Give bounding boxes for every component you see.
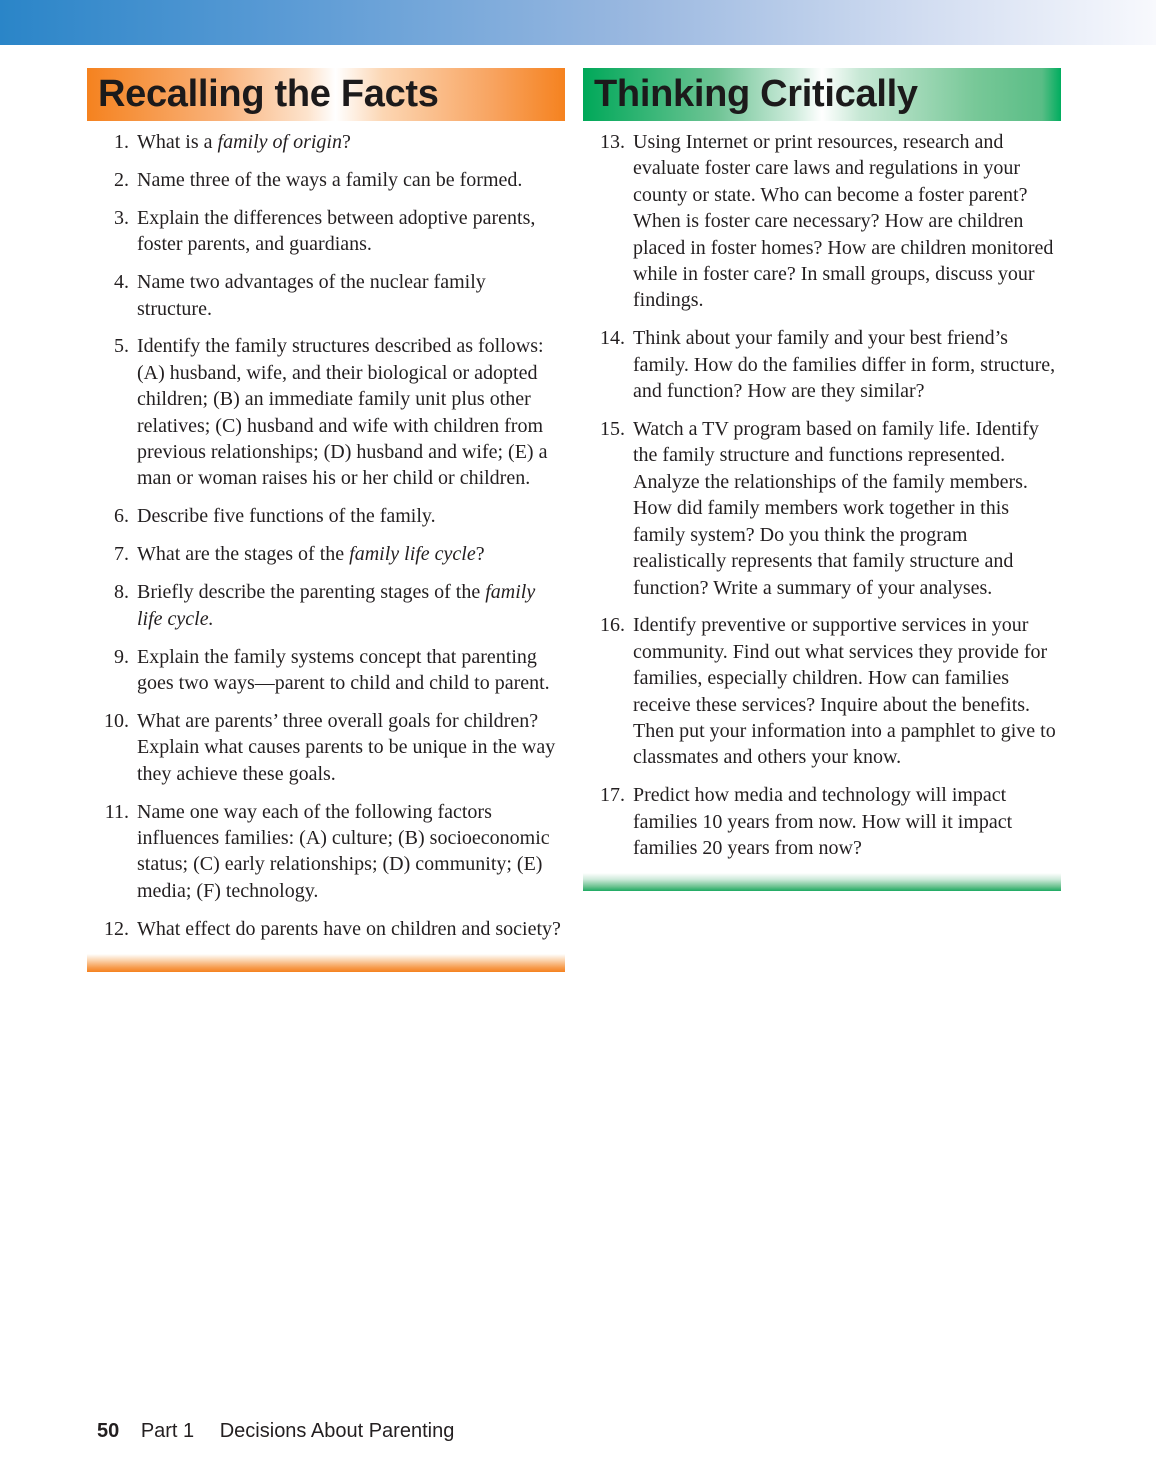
text-run: Name two advantages of the nuclear family structure. [137,271,486,320]
text-run: Predict how media and technology will impact families 10 years from now. How will it impact families 20 years from now? [633,784,1013,860]
question-item [87,916,565,942]
question-text [137,581,535,629]
question-item [583,129,1061,314]
question-list [583,121,1061,862]
question-number: 14. [600,327,625,350]
question-number: 5. [114,335,129,358]
text-run: Identify preventive or supportive services in your community. Find out what services they provide for families, especially children. How can families receive these services? Inquire about the benefits. Then put your information into a pamphlet to give to classmates and others your know. [633,614,1056,769]
italic-term: family life cycle. [137,581,536,630]
question-number: 17. [600,784,625,807]
question-text [633,614,1056,768]
question-item [87,129,565,155]
text-run: ? [341,131,351,153]
section-title-recalling-the-facts: Recalling the Facts [87,68,565,121]
italic-term: family life cycle [349,543,476,566]
question-number: 8. [114,581,129,604]
text-run: Explain the family systems concept that parenting goes two ways—parent to child and child to parent. [137,645,550,694]
question-item [583,612,1061,770]
question-list [87,121,565,942]
text-run: Think about your family and your best friend’s family. How do the families differ in form, structure, and function? How are they similar? [633,327,1056,403]
text-run: Describe five functions of the family. [137,505,436,528]
text-run: Using Internet or print resources, research and evaluate foster care laws and regulations in your county or state. Who can become a foster parent? When is foster care necessary? How are children placed in foster homes? How are children monitored while in foster care? In small groups, discuss your findings. [633,131,1054,312]
question-text [633,418,1039,598]
question-number: 2. [114,168,129,191]
question-item [87,541,565,567]
question-item [87,644,565,697]
question-number: 3. [114,206,129,229]
top-decorative-bar [0,0,1156,45]
italic-term: family of origin [217,131,342,153]
question-text [137,801,550,902]
section-bottom-bar [583,873,1061,891]
question-number: 11. [104,800,129,823]
part-label: Part 1 [140,1420,195,1442]
question-number: 7. [114,543,129,566]
question-text [137,918,561,940]
chapter-title: Decisions About Parenting [219,1420,455,1442]
question-item [87,503,565,529]
question-text [633,327,1055,402]
question-item [583,416,1061,601]
text-run: What are the stages of the [137,543,350,566]
text-run: Watch a TV program based on family life. Identify the family structure and functions represented. Analyze the relationships of the family members. How did family members work together in this family system? Do you think the program realistically represents that family structure and function? Write a summary of your analyses. [633,418,1039,599]
text-run: What effect do parents have on children and society? [137,917,561,940]
question-number: 13. [600,131,625,153]
question-item [87,708,565,787]
question-text [633,784,1012,859]
recalling-the-facts-section [87,68,565,972]
question-number: 10. [104,709,129,732]
question-item [87,579,565,632]
text-run: Explain the differences between adoptive parents, foster parents, and guardians. [137,206,536,256]
text-run: ? [475,543,485,566]
question-number: 16. [600,614,625,637]
question-text [137,207,535,255]
question-number: 6. [114,505,129,528]
question-item [583,325,1061,404]
question-item [87,205,565,258]
question-number: 4. [114,271,129,294]
text-run: Name three of the ways a family can be formed. [137,168,523,191]
question-text [137,271,486,319]
text-run: What is a [137,131,218,153]
question-number: 1. [114,131,129,153]
text-run: Name one way each of the following factors influences families: (A) culture; (B) socioeconomic status; (C) early relationships; (D) community; (E) media; (F) technology. [137,800,550,902]
question-text [137,710,555,785]
text-run: Identify the family structures described as follows: (A) husband, wife, and their biological or adopted children; (B) an immediate family unit plus other relatives; (C) husband and wife with children from previous relationships; (D) husband and wife; (E) a man or woman raises his or her child or children. [137,335,548,490]
question-text [137,131,351,153]
question-number: 12. [104,917,129,940]
question-item [87,333,565,491]
thinking-critically-section [583,68,1061,891]
text-run: Briefly describe the parenting stages of the [137,581,486,604]
question-item [87,269,565,322]
question-text [633,131,1053,311]
question-number: 9. [114,645,129,668]
page-footer [97,1420,454,1443]
question-text [137,505,436,527]
question-item [87,799,565,905]
section-bottom-bar [87,954,565,972]
question-text [137,543,485,565]
page-number: 50 [97,1420,120,1442]
question-text [137,169,522,191]
question-text [137,335,547,489]
question-number: 15. [600,418,625,441]
question-item [87,167,565,193]
question-item [583,782,1061,861]
question-text [137,646,550,694]
section-title-thinking-critically: Thinking Critically [583,68,1061,121]
text-run: What are parents’ three overall goals for children? Explain what causes parents to be unique in the way they achieve these goals. [137,709,556,785]
